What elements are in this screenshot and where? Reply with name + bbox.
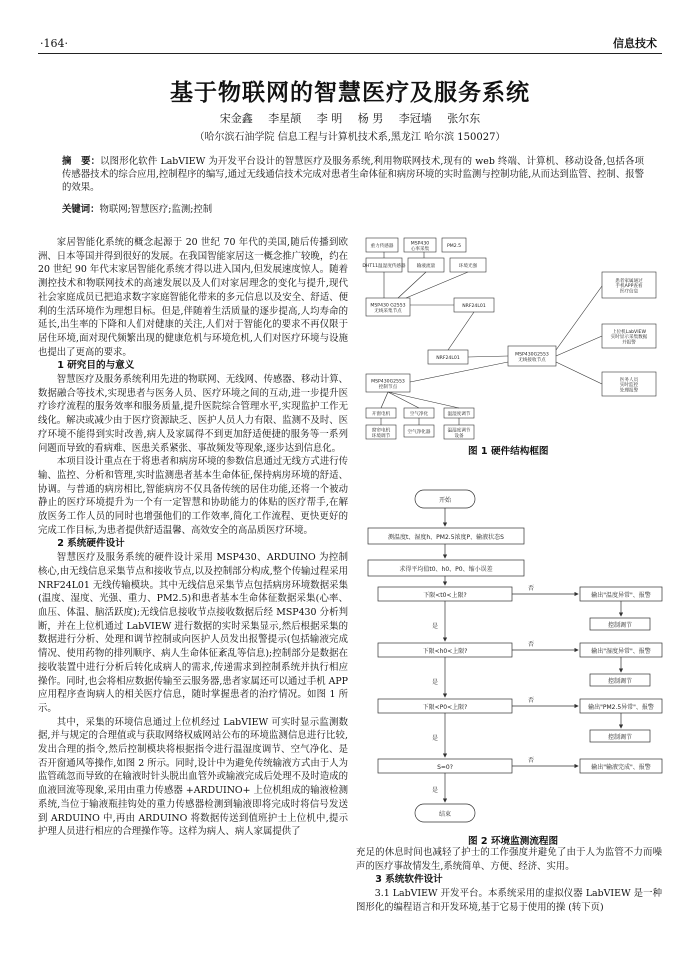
fig1-label: 环境光强 (458, 264, 478, 269)
fig1-label: 空气净化器 (407, 430, 431, 435)
flow-text: 开始 (438, 497, 452, 504)
flow-yes: 是 (432, 623, 439, 630)
author: 李星颉 (268, 112, 302, 125)
flow-text: 控制调节 (607, 678, 633, 685)
fig1-label: PM2.5 (446, 244, 462, 249)
flow-text: 求得平均值t0、h0、P0、缩小误差 (399, 566, 493, 573)
section-heading: 2 系统硬件设计 (57, 538, 125, 550)
fig1-label: 医务人员实时监控处理报警 (619, 377, 639, 394)
paragraph: 其中，采集的环境信息通过上位机经过 LabVIEW 可实时显示监测数据,并与规定的合理值或与获取网络权威网站公布的环境监测信息进行比较,发出合理的指令,然后控制模块将根据指令进行温湿度调节、空气净化、是否开窗通风等操作,如图 2 所示。同时,设计中为避免传统输液方式由于人为监管疏忽而导致的在输液时针头脱出血管外或输液完成后处理不及时造成的血液回流等现象,采用由重力传感器 +ARDUINO+ 上位机组成的输液检测系统,当位于输液瓶挂钩处的重力传感器检测到输液即将完成时将信号发送到 ARDUINO 中,再由 ARDUINO 将数据传送到值班护士上位机中,提示护理人员进行相应的合理操作等。这样为病人、病人家属提供了 (38, 716, 348, 838)
paragraph: 3.1 LabVIEW 开发平台。本系统采用的虚拟仪器 LabVIEW 是一种图形化的编程语言和开发环境,基于它易于使用的操 (转下页) (356, 888, 662, 913)
fig1-label: 温湿度调节 (447, 412, 471, 417)
affiliation: （哈尔滨石油学院 信息工程与计算机技术系,黑龙江 哈尔滨 150027） (194, 132, 506, 143)
page-number: ·164· (40, 37, 68, 50)
flow-text: 输出"PM2.5异常"、报警 (588, 704, 654, 711)
flow-no: 否 (528, 641, 535, 648)
section-header: 信息技术 (613, 37, 657, 50)
flow-yes: 是 (432, 679, 439, 686)
right-column (356, 846, 662, 915)
author: 李 明 (316, 112, 343, 125)
flow-text: 输出"输液完成"、报警 (591, 764, 651, 771)
author: 张尔东 (447, 112, 481, 125)
paper-title: 基于物联网的智慧医疗及服务系统 (170, 80, 530, 106)
abstract (62, 155, 644, 194)
flow-text: 测温度t、湿度h、PM2.5浓度P、输液状态S (388, 534, 504, 541)
flow-text: 下限<P0<上限? (422, 704, 468, 711)
flow-no: 否 (528, 585, 535, 592)
author: 李冠墙 (398, 112, 432, 125)
section-heading: 3 系统软件设计 (375, 874, 443, 886)
figure-1-diagram (358, 232, 664, 440)
paragraph: 智慧医疗及服务系统利用先进的物联网、无线网、传感器、移动计算、数据融合等技术,实现患者与医务人员、医疗环境之间的互动,进一步提升医疗诊疗流程的服务效率和服务质量,提升医院综合管理水平,实现监护工作无线化。解决或减少由于医疗资源缺乏、医护人员人力有限、监测不及时、医疗环境不能得到实时改善,病人及家属得不到更加舒适便捷的服务等一系列问题而导致的看病难、医患关系紧张、事故频发等现象,逐步达到信息化。 (38, 374, 348, 454)
fig1-label: 窗帘电机环境调节 (371, 428, 391, 439)
flow-yes: 是 (432, 735, 439, 742)
figure-2-caption: 图 2 环境监测流程图 (468, 836, 559, 847)
keywords (62, 201, 644, 215)
fig1-label: MSP430G2553 控制节点 (371, 379, 405, 390)
flow-text: 下限<h0<上限? (422, 648, 468, 655)
flow-no: 否 (528, 697, 535, 704)
fig1-label: 输液流量 (416, 264, 436, 269)
figure-1-caption: 图 1 硬件结构框图 (468, 446, 549, 457)
fig1-label: NRF24L01 (462, 304, 486, 309)
paragraph: 智慧医疗及服务系统的硬件设计采用 MSP430、ARDUINO 为控制核心,由无线信息采集节点和接收节点,以及控制部分构成,整个传输过程采用 NRF24L01 无线传输模块。其中无线信息采集节点包括病房环境数据采集(温度、湿度、光强、重力、PM2.5)和患者基本生命体征数据采集(心率、血压、体温、脑活跃度);无线信息接收节点接收数据后经 MSP430 分析判断，并在上位机通过 LabVIEW 进行数据的实时采集显示,然后根据采集的数据进行分析、处理和调节控制或向医护人员发出报警提示(包括输液完成情况、使用药物的排列顺序、病人生命体征紊乱等信息);控制部分是数据在接收装置中进行分析后转化成病人的需求,传递需求到控制系统并执行相应操作。同时,也会将相应数据传输至云服务器,患者家属还可以通过手机 APP 应用程序查询病人的相关医疗信息，随时掌握患者的治疗情况。如图 1 所示。 (38, 552, 348, 714)
paragraph: 本项目设计重点在于将患者和病房环境的参数信息通过无线方式进行传输、监控、分析和管理,实时监测患者基本生命体征,保持病房环境的舒适、协调。与普通的病房相比,智能病房不仅具备传统的居住功能,还将一个被动静止的医疗环境提升为一个有一定智慧和协助能力的体贴的医疗帮手,在解放医务工作人员的同时也增强他们的工作效率,简化工作流程、更快更好的完成工作目标,为患者提供舒适温馨、高效安全的高品质医疗环境。 (38, 456, 348, 536)
left-column (38, 236, 348, 839)
flow-text: 控制调节 (607, 734, 633, 741)
flow-text: 输出"温度异常"、报警 (591, 592, 651, 599)
flow-yes: 是 (432, 787, 439, 794)
figure-2-flowchart (360, 480, 666, 830)
fig1-label: MSP430G2553 无线接收节点 (515, 352, 549, 363)
abstract-label: 摘 要： (62, 156, 101, 167)
flow-text: 输出"湿度异常"、报警 (591, 648, 651, 655)
section-heading: 1 研究目的与意义 (57, 360, 135, 372)
fig1-label: 上位机LabVIEW 实时显示采集数据并报警 (610, 329, 648, 346)
fig1-label: 空气净化 (409, 412, 429, 417)
author: 宋金鑫 (219, 112, 253, 125)
flow-text: 控制调节 (607, 622, 633, 629)
abstract-text: 以图形化软件 LabVIEW 为开发平台设计的智慧医疗及服务系统,利用物联网技术,现有的 web 终端、计算机、移动设备,包括各项传感器技术的综合应用,控制程序的编写,通过无线通信技术完成对患者生命体征和病房环境的实时监测与控制功能,从而达到监管、控制、报警的效果。 (62, 156, 644, 193)
flow-text: 结束 (438, 811, 452, 818)
fig1-label: 重力传感器 (370, 244, 394, 249)
fig1-label: 患者家属通过手机APP查看医疗信息 (615, 278, 643, 295)
author-list (0, 110, 700, 126)
paragraph: 家居智能化系统的概念起源于 20 世纪 70 年代的美国,随后传播到欧洲、日本等国并得到很好的发展。在我国智能家居这一概念推广较晚，约在 20 世纪 90 年代末家居智能化系统才得以进入国内,但发展速度惊人。随着测控技术和物联网技术的高速发展以及人们对家居理念的变化与提升,现代社会家庭成员已把追求数字家庭智能化带来的多元信息以及安全、舒适、便利的生活环境作为理想目标。但是,伴随着生活质量的逐步提高,人均寿命的延长,出生率的下降和人们对健康的关注,人们对于智能化的要求不再仅限于居住环境,面对现代频繁出现的健康危机与环境危机,人们对医疗环境与设施也提出了更高的要求。 (38, 237, 348, 358)
paragraph: 充足的休息时间也减轻了护士的工作强度并避免了由于人为监管不力而噪声的医疗事故情发生,系统简单、方便、经济、实用。 (356, 847, 662, 872)
fig1-label: NRF24L01 (436, 356, 460, 361)
flow-text: S=0? (437, 764, 453, 771)
keywords-label: 关键词： (62, 204, 100, 215)
keywords-text: 物联网;智慧医疗;监测;控制 (99, 204, 213, 215)
flow-text: 下限<t0<上限? (423, 592, 467, 599)
fig1-label: MSP430 G2553 无线采集节点 (370, 303, 406, 314)
fig1-label: MSP430 心率采集 (410, 241, 430, 252)
author: 杨 男 (357, 112, 384, 125)
fig1-label: DHT11温湿度传感器 (362, 264, 406, 269)
flow-no: 否 (528, 757, 535, 764)
fig1-label: 温湿度调节设备 (447, 428, 471, 439)
fig1-label: 开窗电机 (371, 412, 391, 417)
header-rule (38, 53, 662, 54)
